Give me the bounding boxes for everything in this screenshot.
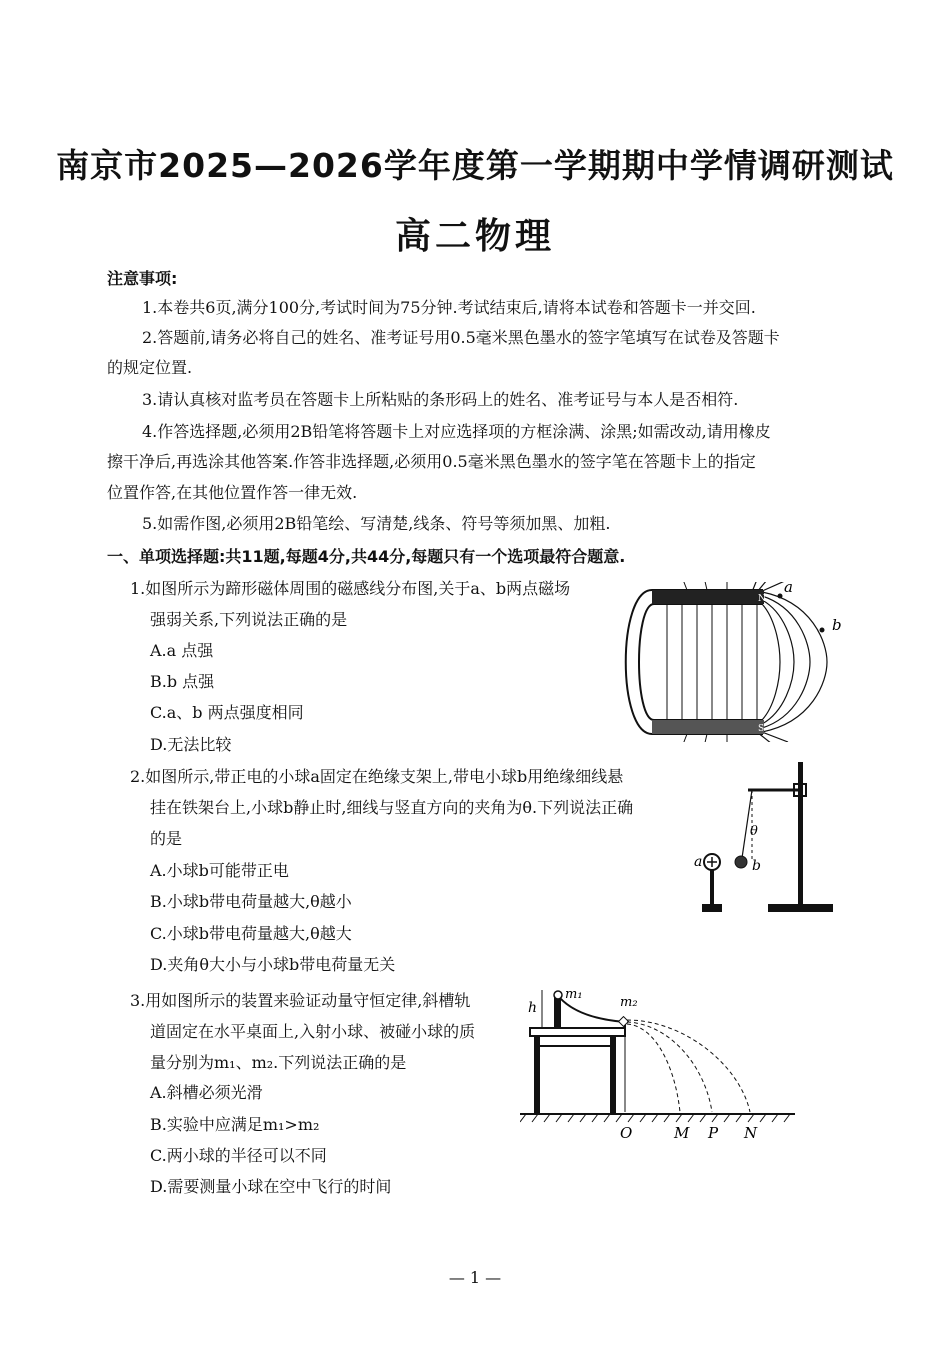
trajectories: [627, 1020, 750, 1112]
q3-stem-line: 3.用如图所示的装置来验证动量守恒定律,斜槽轨: [130, 991, 471, 1010]
point-n-label: N: [744, 1124, 758, 1142]
notice-line: 位置作答,在其他位置作答一律无效.: [107, 483, 358, 502]
q2-stem-line: 挂在铁架台上,小球b静止时,细线与竖直方向的夹角为θ.下列说法正确: [150, 798, 634, 817]
q1-option-c: C.a、b 两点强度相同: [150, 703, 304, 722]
field-lines-inner: [667, 604, 757, 720]
q2-option-b: B.小球b带电荷量越大,θ越小: [150, 892, 352, 911]
south-pole-label: S: [758, 724, 765, 734]
q2-stem-line: 的是: [150, 829, 183, 848]
magnet-south-arm: [652, 720, 764, 734]
q2-option-d: D.夹角θ大小与小球b带电荷量无关: [150, 955, 396, 974]
point-m-label: M: [674, 1124, 690, 1142]
table-leg: [610, 1036, 616, 1114]
notice-line: 2.答题前,请务必将自己的姓名、准考证号用0.5毫米黑色墨水的签字笔填写在试卷及答题卡: [142, 328, 780, 347]
m2-label: m₂: [620, 995, 638, 1010]
q1-option-a: A.a 点强: [150, 641, 214, 660]
notice-line: 的规定位置.: [107, 358, 193, 377]
horseshoe-magnet-figure: [612, 582, 852, 742]
ball-b: [735, 856, 747, 868]
subject-title: 高二物理: [394, 216, 555, 257]
q3-option-c: C.两小球的半径可以不同: [150, 1146, 327, 1165]
q1-stem-line: 1.如图所示为蹄形磁体周围的磁感线分布图,关于a、b两点磁场: [130, 579, 571, 598]
ball-b-label: b: [752, 858, 761, 874]
field-lines-below: [682, 582, 727, 742]
floor-hatching: [520, 1114, 790, 1122]
m1-label: m₁: [565, 987, 583, 1002]
notice-line: 4.作答选择题,必须用2B铅笔将答题卡上对应选择项的方框涂满、涂黑;如需改动,请用橡皮: [142, 422, 771, 441]
field-lines-outer: [752, 582, 827, 742]
section-heading: 一、单项选择题:共11题,每题4分,共44分,每题只有一个选项最符合题意.: [107, 547, 626, 566]
q3-option-d: D.需要测量小球在空中飞行的时间: [150, 1177, 392, 1196]
stand-base: [768, 904, 833, 912]
page-title: 南京市2025—2026学年度第一学期期中学情调研测试: [56, 146, 894, 185]
inclined-chute: [555, 998, 625, 1028]
momentum-apparatus-figure: [520, 986, 800, 1146]
chute-support: [555, 998, 561, 1028]
notice-heading: 注意事项:: [107, 269, 178, 288]
notice-line: 5.如需作图,必须用2B铅笔绘、写清楚,线条、符号等须加黑、加粗.: [142, 514, 611, 533]
notice-line: 3.请认真核对监考员在答题卡上所粘贴的条形码上的姓名、准考证号与本人是否相符.: [142, 390, 739, 409]
theta-label: θ: [750, 824, 758, 839]
point-a-marker: [778, 594, 783, 599]
q3-stem-line: 道固定在水平桌面上,入射小球、被碰小球的质: [150, 1022, 476, 1041]
q2-option-c: C.小球b带电荷量越大,θ越大: [150, 924, 352, 943]
point-o-label: O: [620, 1124, 633, 1142]
q3-option-a: A.斜槽必须光滑: [150, 1083, 263, 1102]
ball-m1: [554, 991, 562, 999]
point-b-marker: [820, 628, 825, 633]
q1-option-d: D.无法比较: [150, 735, 232, 754]
magnet-north-arm: [652, 590, 764, 604]
point-b-label: b: [832, 616, 842, 634]
ball-a-label: a: [694, 854, 703, 870]
support-base: [702, 904, 722, 912]
height-label: h: [528, 1000, 538, 1016]
table-top: [530, 1028, 625, 1036]
north-pole-label: N: [758, 594, 766, 604]
page-number: — 1 —: [448, 1268, 502, 1287]
insulating-support: [710, 870, 714, 904]
q1-option-b: B.b 点强: [150, 672, 215, 691]
notice-line: 擦干净后,再选涂其他答案.作答非选择题,必须用0.5毫米黑色墨水的签字笔在答题卡上的指定: [107, 452, 756, 471]
notice-line: 1.本卷共6页,满分100分,考试时间为75分钟.考试结束后,请将本试卷和答题卡一并交回.: [142, 298, 756, 317]
q1-stem-line: 强弱关系,下列说法正确的是: [150, 610, 348, 629]
q3-option-b: B.实验中应满足m₁>m₂: [150, 1115, 320, 1134]
q2-stem-line: 2.如图所示,带正电的小球a固定在绝缘支架上,带电小球b用绝缘细线悬: [130, 767, 624, 786]
point-p-label: P: [708, 1124, 719, 1142]
point-a-label: a: [784, 582, 793, 596]
charged-pendulum-figure: [690, 760, 840, 920]
q2-option-a: A.小球b可能带正电: [150, 861, 289, 880]
table-leg: [534, 1036, 540, 1114]
q3-stem-line: 量分别为m₁、m₂.下列说法正确的是: [150, 1053, 407, 1072]
